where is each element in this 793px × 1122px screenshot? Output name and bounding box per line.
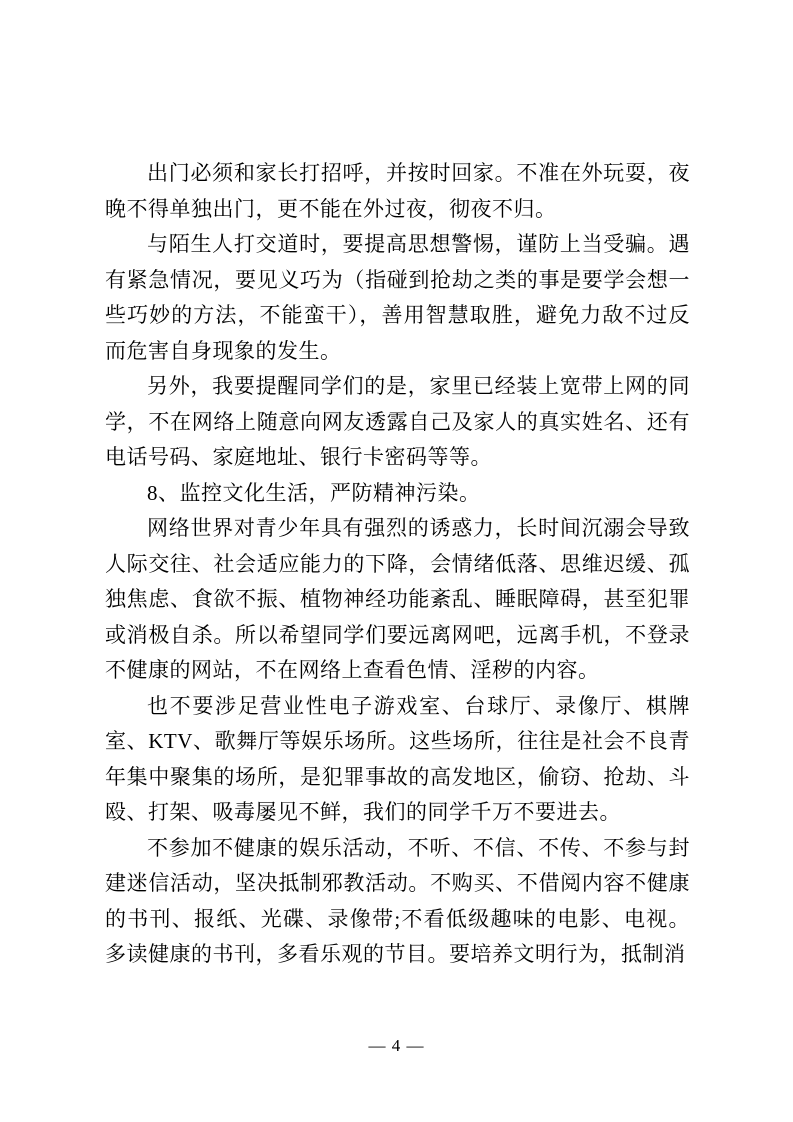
paragraph-strangers-caution: 与陌生人打交道时，要提高思想警惕，谨防上当受骗。遇有紧急情况，要见义巧为（指碰到抢劫之类的事是要学会想一些巧妙的方法，不能蛮干），善用智慧取胜，避免力敌不过反而危害自身现象的发生。	[105, 232, 690, 363]
paragraph-internet-addiction: 网络世界对青少年具有强烈的诱惑力，长时间沉溺会导致人际交往、社会适应能力的下降，会情绪低落、思维迟缓、孤独焦虑、食欲不振、植物神经功能紊乱、睡眠障碍，甚至犯罪或消极自杀。所以希望同学们要远离网吧，远离手机，不登录不健康的网站，不在网络上查看色情、淫秽的内容。	[105, 516, 690, 682]
paragraph-internet-privacy: 另外，我要提醒同学们的是，家里已经装上宽带上网的同学，不在网络上随意向网友透露自己及家人的真实姓名、还有电话号码、家庭地址、银行卡密码等等。	[105, 374, 690, 469]
section-heading-8: 8、监控文化生活，严防精神污染。	[147, 480, 481, 505]
page-number-label: — 4 —	[368, 1036, 425, 1055]
paragraph-going-out-rules: 出门必须和家长打招呼，并按时回家。不准在外玩耍，夜晚不得单独出门，更不能在外过夜，彻夜不归。	[105, 161, 690, 221]
page-footer	[0, 1036, 793, 1056]
paragraph-unhealthy-activities: 不参加不健康的娱乐活动，不听、不信、不传、不参与封建迷信活动，坚决抵制邪教活动。不购买、不借阅内容不健康的书刊、报纸、光碟、录像带;不看低级趣味的电影、电视。多读健康的书刊，多看乐观的节目。要培养文明行为，抵制消	[105, 835, 690, 966]
document-body	[105, 156, 690, 973]
paragraph-entertainment-venues: 也不要涉足营业性电子游戏室、台球厅、录像厅、棋牌室、KTV、歌舞厅等娱乐场所。这些场所，往往是社会不良青年集中聚集的场所，是犯罪事故的高发地区，偷窃、抢劫、斗殴、打架、吸毒屡见不鲜，我们的同学千万不要进去。	[105, 693, 690, 824]
